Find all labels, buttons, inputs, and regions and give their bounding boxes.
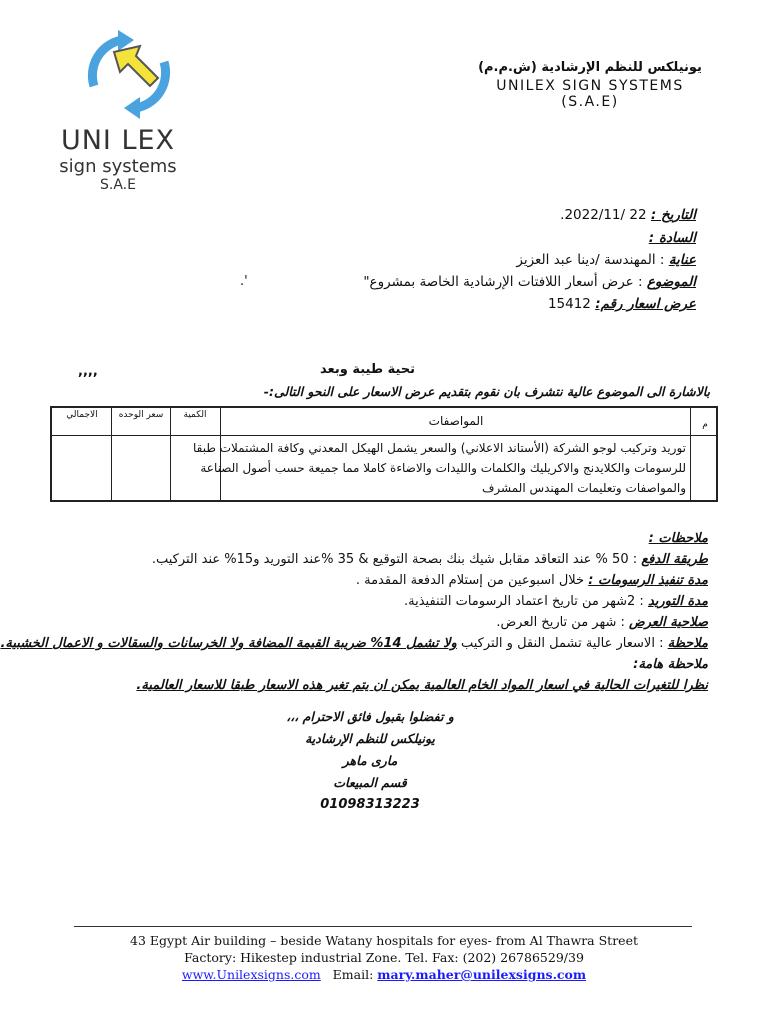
payment-label: طريقة الدفع bbox=[641, 552, 708, 567]
spec-line: للرسومات والكلايدنج والاكريليك والكلمات والليدات والاضاءة كاملا مما جميعة حسب أصول الصناعة bbox=[200, 461, 686, 475]
drawings-value: خلال اسبوعين من إستلام الدفعة المقدمة . bbox=[355, 573, 585, 588]
logo-sae: S.A.E bbox=[100, 177, 136, 193]
signoff-dept: قسم المبيعات bbox=[333, 775, 407, 790]
intro-text: بالاشارة الى الموضوع عالية نتشرف بان نقوم بتقديم عرض الاسعار على النحو التالى:- bbox=[263, 384, 710, 399]
attn-line bbox=[296, 252, 696, 268]
important-label: ملاحظة هامة: bbox=[633, 657, 708, 672]
note-vat: ولا تشمل 14% ضريبة القيمة المضافة ولا الخرسانات والسقالات و الاعمال الخشبية. bbox=[0, 636, 457, 651]
subject-tail: .' bbox=[240, 274, 248, 289]
signoff-company: يونيلكس للنظم الإرشادية bbox=[305, 731, 435, 746]
date-label: التاريخ : bbox=[650, 207, 696, 223]
note-label: ملاحظة bbox=[667, 636, 708, 651]
subject-label: الموضوع bbox=[646, 274, 696, 290]
offer-number: 15412 bbox=[547, 296, 591, 312]
header-total: الاجمالي bbox=[66, 410, 98, 420]
spec-line: والمواصفات وتعليمات المهندس المشرف bbox=[481, 481, 686, 495]
subject-line bbox=[196, 274, 696, 290]
header-specs: المواصفات bbox=[428, 414, 484, 428]
company-name-arabic: يونيلكس للنظم الإرشادية (ش.م.م) bbox=[478, 60, 702, 75]
date-value: 22 /2022/11. bbox=[560, 207, 647, 223]
signoff-phone: 01098313223 bbox=[320, 797, 420, 812]
to-line bbox=[296, 230, 696, 246]
company-logo bbox=[48, 24, 188, 193]
company-header bbox=[460, 58, 720, 110]
spec-line: توريد وتركيب لوجو الشركة (الأستاند الاعلاني) والسعر يشمل الهيكل المعدني وكافة المشتملات طبقا bbox=[193, 441, 686, 455]
important-value: نظرا للتغيرات الحالية في اسعار المواد الخام العالمية يمكن ان يتم تغير هذه الاسعار طبقا للاسعار العالمية. bbox=[136, 678, 708, 693]
subject-value: : عرض أسعار اللافتات الإرشادية الخاصة بمشروع" bbox=[363, 274, 643, 290]
header-no: م bbox=[702, 420, 708, 430]
logo-wordmark: UNI LEX bbox=[60, 125, 176, 156]
footer-factory: Factory: Hikestep industrial Zone. Tel. Fax: (202) 26786529/39 bbox=[184, 950, 584, 965]
company-name-english: UNILEX SIGN SYSTEMS bbox=[496, 78, 684, 94]
signoff bbox=[250, 706, 490, 816]
specs-table bbox=[50, 406, 718, 502]
validity-value: : شهر من تاريخ العرض. bbox=[496, 615, 625, 630]
company-type: (S.A.E) bbox=[561, 94, 619, 110]
header-qty: الكمية bbox=[183, 410, 207, 420]
footer-address: 43 Egypt Air building – beside Watany hospitals for eyes- from Al Thawra Street bbox=[130, 933, 638, 948]
logo-circular-arrows-icon bbox=[74, 24, 184, 124]
notes-title: ملاحظات : bbox=[648, 531, 708, 546]
greeting: تحية طيبة وبعد bbox=[320, 362, 416, 377]
signoff-regards: و تفضلوا بقبول فائق الاحترام ،،، bbox=[286, 709, 454, 724]
email-link[interactable]: mary.maher@unilexsigns.com bbox=[377, 967, 587, 982]
supply-label: مدة التوريد bbox=[647, 594, 708, 609]
footer-divider bbox=[74, 926, 692, 927]
header-unit-price: سعر الوحده bbox=[118, 410, 164, 420]
drawings-label: مدة تنفيذ الرسومات : bbox=[588, 573, 708, 588]
note-value: : الاسعار عالية تشمل النقل و التركيب bbox=[456, 636, 664, 651]
to-label: السادة : bbox=[648, 230, 696, 246]
supply-value: : 2شهر من تاريخ اعتماد الرسومات التنفيذية. bbox=[404, 594, 644, 609]
attn-label: عناية bbox=[668, 252, 696, 268]
email-label: Email: bbox=[332, 967, 374, 982]
signoff-name: مارى ماهر bbox=[342, 753, 398, 768]
attn-value: : المهندسة /دينا عبد العزيز bbox=[516, 252, 665, 268]
notes-section bbox=[0, 528, 708, 696]
logo-tagline: sign systems bbox=[59, 156, 177, 177]
greeting-mark: ,,,, bbox=[78, 364, 98, 379]
date-line bbox=[296, 207, 696, 223]
website-link[interactable]: www.Unilexsigns.com bbox=[181, 967, 321, 982]
specs-cell bbox=[193, 438, 686, 498]
offer-line bbox=[296, 296, 696, 312]
footer-contacts bbox=[0, 966, 768, 983]
offer-label: عرض اسعار رقم: bbox=[595, 296, 696, 312]
validity-label: صلاحية العرض bbox=[629, 615, 708, 630]
payment-value: : 50 % عند التعاقد مقابل شيك بنك بصحة التوقيع & 35 %عند التوريد و15% عند التركيب. bbox=[151, 552, 638, 567]
